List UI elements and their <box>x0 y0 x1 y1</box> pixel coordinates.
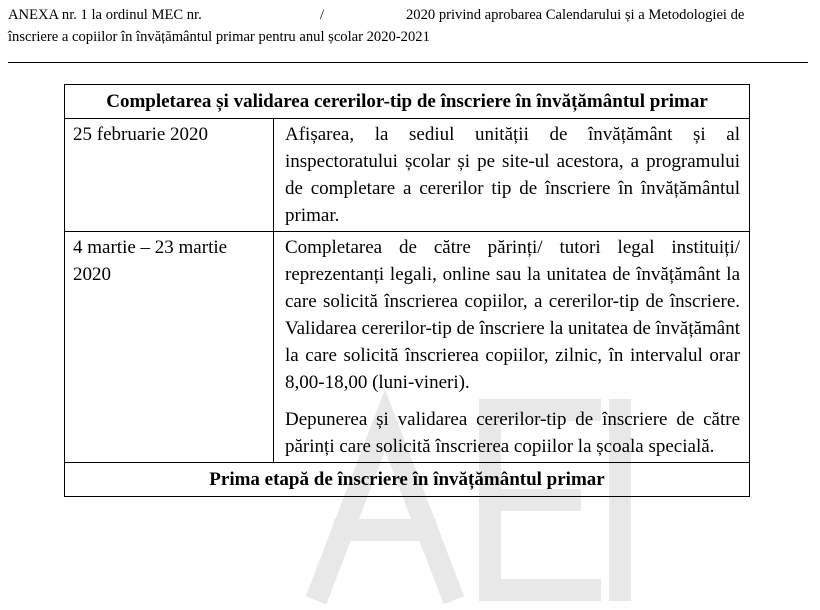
table-row <box>65 119 750 232</box>
description-paragraph: Completarea de către părinți/ tutori legal instituiți/ reprezentanți legali, online sau la unitatea de învățământ la care solicită înscrierea copiilor, a cererilor-tip de înscriere. Validarea cererilor-tip de înscriere la unitatea de învățământ la care solicită înscrierea copiilor, zilnic, în intervalul orar 8,00-18,00 (luni-vineri). <box>285 237 741 393</box>
header-annex-reference: ANEXA nr. 1 la ordinul MEC nr. <box>8 7 202 23</box>
row-date: 25 februarie 2020 <box>65 119 274 232</box>
document-header <box>8 4 808 48</box>
calendar-table <box>64 84 750 497</box>
row-date: 4 martie – 23 martie 2020 <box>65 232 274 463</box>
header-line-1 <box>8 4 808 26</box>
section-title-first-stage: Prima etapă de înscriere în învățământul primar <box>65 463 750 497</box>
table-row <box>65 232 750 463</box>
row-description <box>274 119 750 232</box>
section-header-row <box>65 463 750 497</box>
section-title-completion: Completarea și validarea cererilor-tip de înscriere în învățământul primar <box>65 85 750 119</box>
description-paragraph: Afișarea, la sediul unității de învățământ și al inspectoratului școlar și pe site-ul acestora, a programului de completare a cererilor tip de înscriere în învățământul primar. <box>285 124 741 226</box>
description-paragraph: Depunerea și validarea cererilor-tip de înscriere de către părinți care solicită înscrierea copiilor la școala specială. <box>285 409 741 457</box>
header-order-title: 2020 privind aprobarea Calendarului și a Metodologiei de <box>406 7 745 23</box>
section-header-row <box>65 85 750 119</box>
header-line-2: înscriere a copiilor în învățământul primar pentru anul școlar 2020-2021 <box>8 29 430 45</box>
header-divider <box>8 62 808 63</box>
row-description <box>274 232 750 463</box>
header-slash: / <box>320 7 325 23</box>
